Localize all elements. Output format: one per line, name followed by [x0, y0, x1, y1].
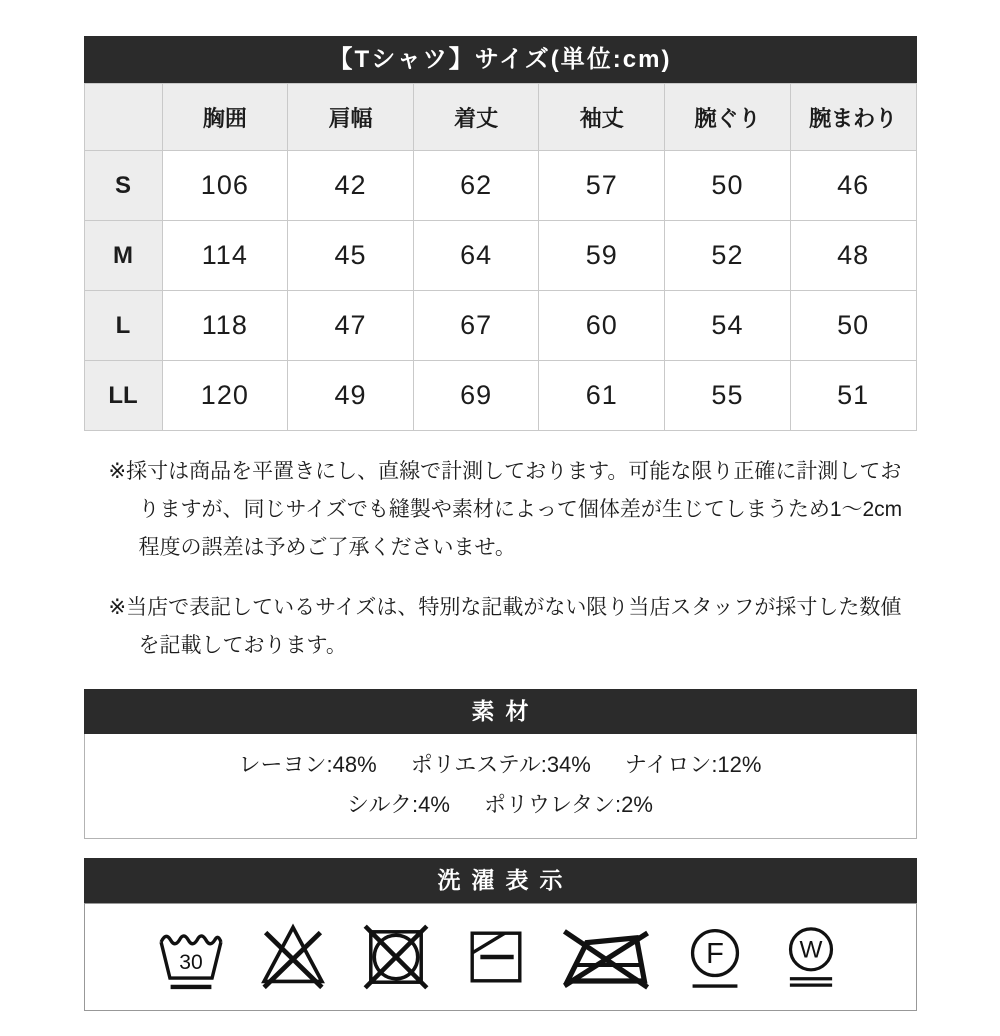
material-item: ポリエステル:34% [410, 752, 591, 777]
note-staff-measured: ※当店で表記しているサイズは、特別な記載がない限り当店スタッフが採寸した数値を記載しております。 [108, 596, 902, 657]
cell-chest: 120 [162, 361, 288, 431]
measurement-notes [84, 453, 917, 665]
professional-wet-clean-very-gentle-icon [779, 917, 843, 997]
cell-sleeve: 61 [539, 361, 665, 431]
material-section [84, 689, 917, 839]
cell-armhole: 55 [665, 361, 791, 431]
size-chart-title-bar [84, 36, 917, 83]
col-header-arm-circumference: 腕まわり [790, 84, 916, 151]
cell-armhole: 52 [665, 221, 791, 291]
cell-length: 69 [413, 361, 539, 431]
dry-flat-in-shade-icon [462, 917, 530, 997]
cell-chest: 106 [162, 151, 288, 221]
cell-shoulder: 47 [288, 291, 414, 361]
material-row-1 [85, 745, 916, 785]
cell-arm-circumference: 51 [790, 361, 916, 431]
size-label: S [84, 151, 162, 221]
material-item: ポリウレタン:2% [483, 792, 653, 817]
cell-armhole: 50 [665, 151, 791, 221]
material-row-2 [85, 785, 916, 825]
material-item: ナイロン:12% [624, 752, 762, 777]
size-table [84, 83, 917, 431]
size-label: L [84, 291, 162, 361]
material-item: レーヨン:48% [238, 752, 377, 777]
cell-armhole: 54 [665, 291, 791, 361]
do-not-bleach-icon [256, 917, 330, 997]
material-body [84, 734, 917, 839]
material-item: シルク:4% [347, 792, 450, 817]
note-measurement-accuracy: ※採寸は商品を平置きにし、直線で計測しております。可能な限り正確に計測しておりますが、同じサイズでも縫製や素材によって個体差が生じてしまうため1〜2cm程度の誤差は予めご了承くださいませ。 [108, 460, 903, 559]
col-header-armhole: 腕ぐり [665, 84, 791, 151]
cell-arm-circumference: 46 [790, 151, 916, 221]
cell-sleeve: 59 [539, 221, 665, 291]
size-label: M [84, 221, 162, 291]
svg-text:F: F [706, 937, 724, 970]
cell-chest: 114 [162, 221, 288, 291]
cell-length: 67 [413, 291, 539, 361]
table-row-size-m [84, 221, 916, 291]
professional-dry-clean-gentle-icon [682, 917, 748, 997]
table-row-size-s [84, 151, 916, 221]
do-not-tumble-dry-icon [361, 917, 431, 997]
table-row-size-ll [84, 361, 916, 431]
size-label: LL [84, 361, 162, 431]
material-header-bar [84, 689, 917, 734]
care-header: 洗濯表示 [437, 867, 574, 893]
product-info-sheet [84, 36, 917, 1011]
table-row-size-l [84, 291, 916, 361]
size-chart-title: 【Tシャツ】サイズ(単位:cm) [328, 46, 672, 73]
col-header-sleeve: 袖丈 [539, 84, 665, 151]
cell-length: 64 [413, 221, 539, 291]
svg-text:W: W [799, 936, 823, 964]
cell-arm-circumference: 48 [790, 221, 916, 291]
col-header-length: 着丈 [413, 84, 539, 151]
care-symbols-box [84, 903, 917, 1011]
cell-length: 62 [413, 151, 539, 221]
cell-shoulder: 49 [288, 361, 414, 431]
cell-arm-circumference: 50 [790, 291, 916, 361]
machine-wash-30-gentle-icon [157, 917, 225, 997]
cell-shoulder: 42 [288, 151, 414, 221]
size-table-header-row [84, 84, 916, 151]
material-header: 素材 [471, 698, 540, 724]
cell-shoulder: 45 [288, 221, 414, 291]
cell-sleeve: 57 [539, 151, 665, 221]
svg-text:30: 30 [179, 951, 203, 975]
care-header-bar [84, 858, 917, 903]
care-section [84, 858, 917, 1011]
cell-sleeve: 60 [539, 291, 665, 361]
col-header-chest: 胸囲 [162, 84, 288, 151]
cell-chest: 118 [162, 291, 288, 361]
col-header-shoulder: 肩幅 [288, 84, 414, 151]
do-not-iron-icon [561, 917, 651, 997]
size-table-corner-cell [84, 84, 162, 151]
